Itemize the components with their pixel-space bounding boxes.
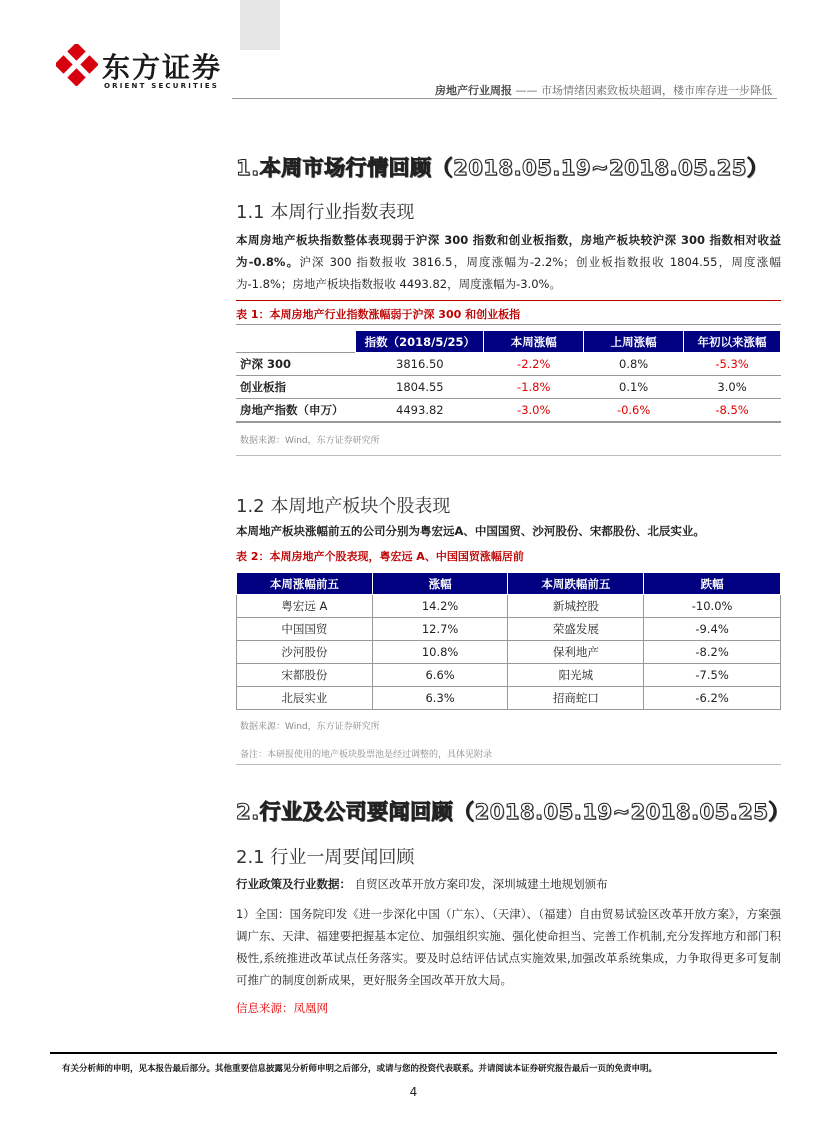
table-cell: 3.0% — [684, 376, 781, 399]
table-header-cell: 涨幅 — [372, 573, 508, 595]
stock-performance-table — [236, 572, 781, 710]
table-cell: 6.6% — [372, 664, 508, 687]
table-row — [237, 687, 781, 710]
table-cell: 荣盛发展 — [508, 618, 644, 641]
policy-news-paragraph: 1）全国：国务院印发《进一步深化中国（广东）、（天津）、（福建）自由贸易试验区改革开放方案》，方案强调广东、天津、福建要把握基本定位、加强组织实施、强化使命担当、完善工作机制,充分发挥地方和部门积极性,系统推进改革试点任务落实。要及时总结评估试点实施效果,加强改革系统集成，力争取得更多可复制可推广的制度创新成果，更好服务全国改革开放大局。 — [236, 907, 781, 987]
section-2-1-title: 2.1 行业一周要闻回顾 — [236, 847, 415, 868]
footer-disclaimer: 有关分析师的申明，见本报告最后部分。其他重要信息披露见分析师申明之后部分，或请与您的投资代表联系。并请阅读本证券研究报告最后一页的免责申明。 — [62, 1064, 658, 1074]
table-cell: -10.0% — [644, 595, 781, 618]
table-cell: 0.1% — [584, 376, 684, 399]
table-1-source: 数据来源：Wind，东方证券研究所 — [240, 436, 380, 446]
info-source: 信息来源：凤凰网 — [236, 1001, 328, 1015]
table-cell: 创业板指 — [236, 376, 356, 399]
section-2-title: 2.行业及公司要闻回顾（2018.05.19~2018.05.25） — [236, 800, 790, 824]
report-subtitle: —— 市场情绪因素致板块超调，楼市库存进一步降低 — [515, 84, 772, 97]
index-performance-table — [236, 330, 781, 422]
table-cell: -5.3% — [684, 353, 781, 376]
table-cell: 新城控股 — [508, 595, 644, 618]
table-header-cell: 本周跌幅前五 — [508, 573, 644, 595]
table-cell: 4493.82 — [356, 399, 484, 422]
table-cell: -0.6% — [584, 399, 684, 422]
table-1-end-rule — [236, 455, 781, 456]
table-2-end-rule — [236, 764, 781, 765]
table-row — [237, 595, 781, 618]
table-header-row — [236, 331, 781, 353]
page-number: 4 — [409, 1085, 418, 1099]
table-cell: 1804.55 — [356, 376, 484, 399]
table-cell: 10.8% — [372, 641, 508, 664]
table-cell: 粤宏远 A — [237, 595, 373, 618]
brand-name-en: ORIENT SECURITIES — [104, 82, 220, 90]
table-row — [236, 353, 781, 376]
table-row — [237, 641, 781, 664]
table-cell: 保利地产 — [508, 641, 644, 664]
brand-name-cn: 东方证券 — [102, 51, 223, 84]
table-cell: 北辰实业 — [237, 687, 373, 710]
table-cell: 招商蛇口 — [508, 687, 644, 710]
table-1-top-rule — [236, 300, 781, 301]
policy-news-heading — [236, 876, 608, 892]
table-cell: -8.5% — [684, 399, 781, 422]
section-1-title: 1.本周市场行情回顾（2018.05.19~2018.05.25） — [236, 156, 769, 180]
footer-divider — [50, 1052, 777, 1054]
table-cell: -7.5% — [644, 664, 781, 687]
table-1-title-rule — [236, 324, 781, 325]
table-row — [237, 664, 781, 687]
table-header-cell: 年初以来涨幅 — [684, 331, 781, 353]
orient-logo-icon — [56, 44, 98, 86]
table-cell: 14.2% — [372, 595, 508, 618]
policy-news-headline: 自贸区改革开放方案印发，深圳城建土地规划颁布 — [354, 877, 608, 891]
table-cell: 沪深 300 — [236, 353, 356, 376]
table-2-note: 备注：本研报使用的地产板块股票池是经过调整的，具体见附录 — [240, 750, 493, 760]
table-cell: 中国国贸 — [237, 618, 373, 641]
section-1-1-title: 1.1 本周行业指数表现 — [236, 202, 415, 223]
table-2-source: 数据来源：Wind，东方证券研究所 — [240, 722, 380, 732]
table-cell: 宋都股份 — [237, 664, 373, 687]
header-decoration-bar — [240, 0, 280, 50]
report-type: 房地产行业周报 — [435, 84, 512, 97]
table-cell: 0.8% — [584, 353, 684, 376]
table-header-cell: 指数（2018/5/25） — [356, 331, 484, 353]
table-cell: -2.2% — [484, 353, 584, 376]
report-header — [435, 82, 772, 98]
table-header-cell — [236, 331, 356, 353]
section-1-1-paragraph — [236, 229, 781, 295]
section-1-2-title: 1.2 本周地产板块个股表现 — [236, 496, 451, 517]
table-cell: -9.4% — [644, 618, 781, 641]
table-1-title: 表 1：本周房地产行业指数涨幅弱于沪深 300 和创业板指 — [236, 308, 521, 321]
table-cell: 3816.50 — [356, 353, 484, 376]
table-cell: 房地产指数（申万） — [236, 399, 356, 422]
table-cell: 12.7% — [372, 618, 508, 641]
table-row — [236, 399, 781, 422]
table-header-cell: 上周涨幅 — [584, 331, 684, 353]
table-header-cell: 本周涨幅前五 — [237, 573, 373, 595]
table-2-title: 表 2：本周房地产个股表现，粤宏远 A、中国国贸涨幅居前 — [236, 550, 524, 563]
section-1-2-paragraph: 本周地产板块涨幅前五的公司分别为粤宏远A、中国国贸、沙河股份、宋都股份、北辰实业。 — [236, 524, 705, 538]
table-row — [237, 618, 781, 641]
table-1-bottom-rule — [236, 422, 781, 423]
table-cell: -3.0% — [484, 399, 584, 422]
table-cell: -1.8% — [484, 376, 584, 399]
table-cell: -8.2% — [644, 641, 781, 664]
paragraph-rest: 沪深 300 指数报收 3816.5，周度涨幅为-2.2%；创业板指数报收 1804.55，周度涨幅为-1.8%；房地产板块指数报收 4493.82，周度涨幅为-3.0%。 — [236, 255, 781, 291]
header-divider — [232, 98, 777, 99]
table-header-cell: 跌幅 — [644, 573, 781, 595]
table-cell: -6.2% — [644, 687, 781, 710]
table-header-cell: 本周涨幅 — [484, 331, 584, 353]
table-header-row — [237, 573, 781, 595]
table-cell: 6.3% — [372, 687, 508, 710]
table-cell: 阳光城 — [508, 664, 644, 687]
policy-news-label: 行业政策及行业数据： — [236, 877, 351, 891]
paragraph-bold-lead: 本周房地产板块指数整体表现弱于沪深 300 指数和创业板指数，房地产板块较沪深 300 指数相对收益为-0.8%。 — [236, 233, 781, 269]
table-row — [236, 376, 781, 399]
table-cell: 沙河股份 — [237, 641, 373, 664]
